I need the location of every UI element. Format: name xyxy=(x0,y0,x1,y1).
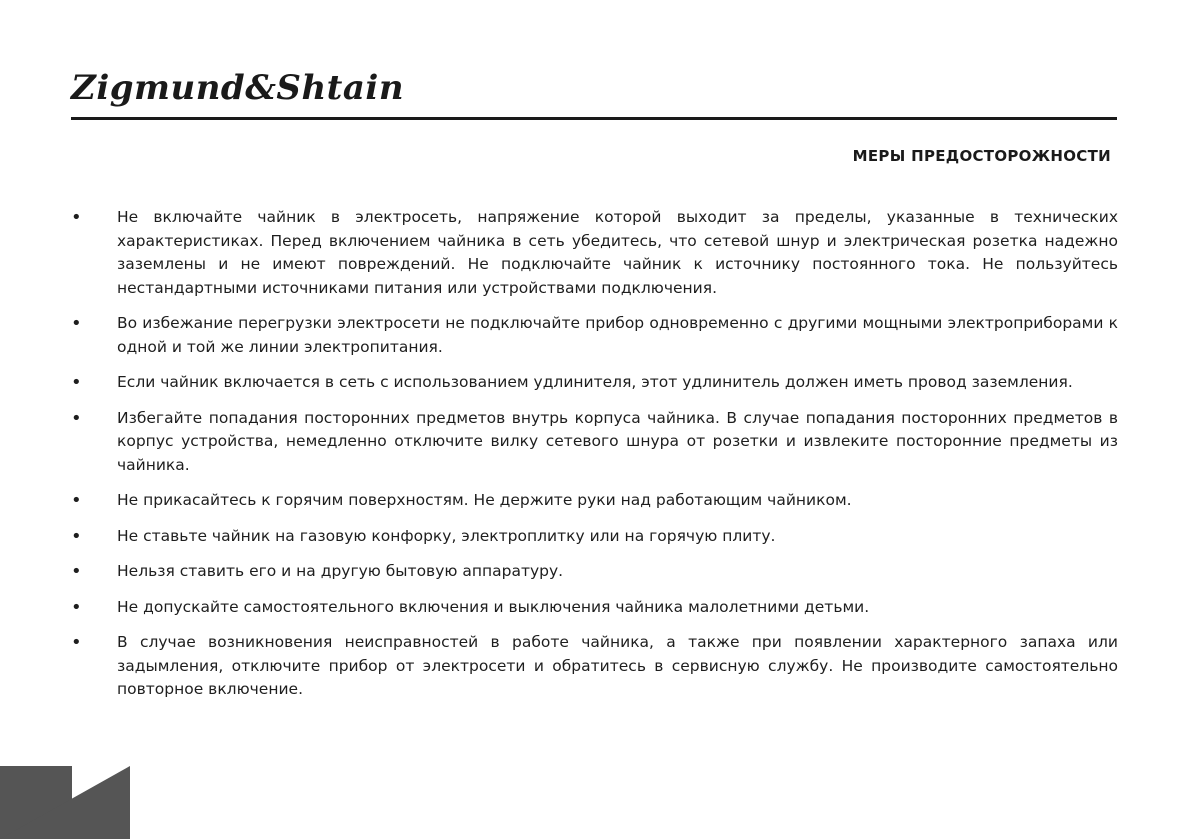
list-item xyxy=(71,525,1118,549)
header-divider xyxy=(71,117,1117,120)
list-item-text: Избегайте попадания посторонних предметов внутрь корпуса чайника. В случае попадания посторонних предметов в корпус устройства, немедленно отключите вилку сетевого шнура от розетки и извлеките посторонние предметы из чайника. xyxy=(117,408,1118,474)
list-item xyxy=(71,489,1118,513)
bullet-icon: • xyxy=(71,525,82,547)
list-item-text: Нельзя ставить его и на другую бытовую аппаратуру. xyxy=(117,562,564,580)
precautions-list xyxy=(71,206,1118,714)
bullet-icon: • xyxy=(71,313,82,334)
bullet-icon: • xyxy=(71,407,82,429)
list-item xyxy=(71,631,1118,702)
list-item-text: В случае возникновения неисправностей в работе чайника, а также при появлении характерного запаха или задымления, отключите прибор от электросети и обратитесь в сервисную службу. Не производите самостоятельно повторное включение. xyxy=(117,633,1118,698)
list-item-text: Не прикасайтесь к горячим поверхностям. Не держите руки над работающим чайником. xyxy=(117,491,852,509)
list-item xyxy=(71,312,1118,359)
list-item xyxy=(71,371,1118,395)
list-item xyxy=(71,596,1118,620)
list-item xyxy=(71,560,1118,584)
bullet-icon: • xyxy=(71,596,82,618)
bullet-icon: • xyxy=(71,207,82,228)
brand-logo: Zigmund&Shtain xyxy=(71,68,405,108)
page-corner-tab-slant xyxy=(0,766,130,839)
list-item-text: Во избежание перегрузки электросети не подключайте прибор одновременно с другими мощными электроприборами к одной и той же линии электропитания. xyxy=(117,314,1118,356)
bullet-icon: • xyxy=(71,561,82,582)
list-item xyxy=(71,407,1118,478)
list-item xyxy=(71,206,1118,300)
bullet-icon: • xyxy=(71,372,82,393)
bullet-icon: • xyxy=(71,632,82,653)
bullet-icon: • xyxy=(71,490,82,511)
list-item-text: Не допускайте самостоятельного включения и выключения чайника малолетними детьми. xyxy=(117,597,870,616)
section-title: МЕРЫ ПРЕДОСТОРОЖНОСТИ xyxy=(852,147,1111,165)
list-item-text: Не включайте чайник в электросеть, напряжение которой выходит за пределы, указанные в технических характеристиках. Перед включением чайника в сеть убедитесь, что сетевой шнур и электрическая розетка надежно заземлены и не имеют повреждений. Не подключайте чайник к источнику постоянного тока. Не пользуйтесь нестандартными источниками питания или устройствами подключения. xyxy=(117,208,1118,297)
list-item-text: Если чайник включается в сеть с использованием удлинителя, этот удлинитель должен иметь провод заземления. xyxy=(117,373,1073,391)
list-item-text: Не ставьте чайник на газовую конфорку, электроплитку или на горячую плиту. xyxy=(117,526,776,545)
